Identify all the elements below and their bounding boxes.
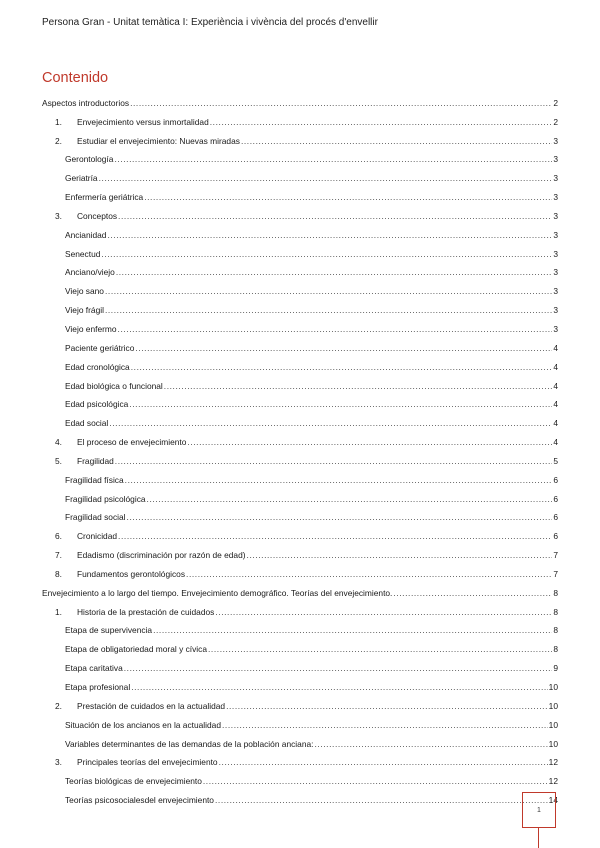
toc-entry-page: 7 — [553, 550, 558, 561]
toc-entry[interactable] — [42, 353, 558, 372]
dot-leader — [247, 550, 553, 560]
dot-leader — [129, 399, 552, 409]
toc-entry-page: 3 — [553, 267, 558, 278]
toc-entry-page: 3 — [553, 154, 558, 165]
toc-entry-label: Etapa de supervivencia — [65, 625, 153, 636]
toc-entry[interactable] — [42, 617, 558, 636]
toc-entry-page: 7 — [553, 568, 558, 579]
toc-entry[interactable] — [42, 259, 558, 278]
toc-entry-page: 4 — [553, 399, 558, 410]
toc-entry[interactable] — [42, 391, 558, 410]
dot-leader — [125, 475, 553, 485]
toc-entry-label: Variables determinantes de las demandas de la población anciana: — [65, 738, 314, 749]
toc-title: Contenido — [42, 70, 109, 86]
running-header: Persona Gran - Unitat temàtica I: Experiència i vivència del procés d'envellir — [42, 17, 378, 28]
dot-leader — [124, 663, 553, 673]
toc-entry-page: 8 — [553, 606, 558, 617]
toc-entry-label: Fragilidad — [77, 455, 114, 466]
toc-entry-label: Viejo frágil — [65, 305, 104, 316]
toc-entry[interactable] — [42, 560, 558, 579]
toc-entry-page: 4 — [553, 418, 558, 429]
toc-entry-label: Conceptos — [77, 210, 118, 221]
dot-leader — [101, 249, 552, 259]
toc-entry[interactable] — [42, 504, 558, 523]
dot-leader — [114, 154, 552, 164]
dot-leader — [147, 494, 553, 504]
toc-entry-page: 3 — [553, 248, 558, 259]
toc-entry-number: 3. — [55, 757, 62, 768]
toc-entry-label: Historia de la prestación de cuidados — [77, 606, 215, 617]
toc-entry[interactable] — [42, 315, 558, 334]
toc-entry[interactable] — [42, 447, 558, 466]
dot-leader — [393, 588, 552, 598]
toc-entry-label: Edad psicológica — [65, 399, 129, 410]
toc-entry-label: Fragilidad social — [65, 512, 126, 523]
toc-entry[interactable] — [42, 692, 558, 711]
toc-entry-label: Enfermería geriátrica — [65, 192, 144, 203]
toc-entry-label: Etapa de obligatoriedad moral y cívica — [65, 644, 207, 655]
dot-leader — [99, 173, 553, 183]
dot-leader — [105, 286, 552, 296]
toc-entry-page: 6 — [553, 493, 558, 504]
toc-entry-page: 2 — [553, 97, 558, 108]
toc-entry-label: Etapa caritativa — [65, 663, 123, 674]
toc-entry-label: Edad biológica o funcional — [65, 380, 163, 391]
toc-entry-page: 4 — [553, 342, 558, 353]
dot-leader — [105, 305, 552, 315]
dot-leader — [226, 701, 548, 711]
toc-entry-number: 8. — [55, 568, 62, 579]
toc-entry-page: 10 — [548, 719, 558, 730]
toc-entry-label: Estudiar el envejecimiento: Nuevas miradas — [77, 135, 240, 146]
toc-entry-page: 6 — [553, 531, 558, 542]
toc-entry-label: Situación de los ancianos en la actualidad — [65, 719, 221, 730]
toc-entry-page: 9 — [553, 663, 558, 674]
toc-entry[interactable] — [42, 277, 558, 296]
toc-entry-label: Edad cronológica — [65, 361, 130, 372]
toc-entry[interactable] — [42, 711, 558, 730]
dot-leader — [219, 757, 548, 767]
toc-entry-label: Fundamentos gerontológicos — [77, 568, 186, 579]
toc-entry-number: 1. — [55, 606, 62, 617]
toc-entry-number: 7. — [55, 550, 62, 561]
dot-leader — [135, 343, 552, 353]
dot-leader — [222, 720, 548, 730]
dot-leader — [118, 531, 552, 541]
dot-leader — [115, 456, 553, 466]
toc-entry[interactable] — [42, 409, 558, 428]
toc-entry-number: 1. — [55, 116, 62, 127]
toc-entry-label: Principales teorías del envejecimiento — [77, 757, 218, 768]
toc-entry-page: 5 — [553, 455, 558, 466]
dot-leader — [215, 607, 552, 617]
toc-entry-page: 6 — [553, 512, 558, 523]
toc-entry-page: 2 — [553, 116, 558, 127]
dot-leader — [186, 569, 552, 579]
dot-leader — [210, 117, 553, 127]
toc-entry[interactable] — [42, 579, 558, 598]
toc-entry[interactable] — [42, 730, 558, 749]
toc-entry[interactable] — [42, 240, 558, 259]
toc-entry-label: Edad social — [65, 418, 109, 429]
page-number-box — [522, 792, 556, 828]
toc-entry-page: 3 — [553, 135, 558, 146]
toc-entry-page: 10 — [548, 700, 558, 711]
dot-leader — [314, 739, 547, 749]
toc-entry[interactable] — [42, 108, 558, 127]
dot-leader — [118, 211, 552, 221]
toc-entry-label: Etapa profesional — [65, 682, 131, 692]
toc-entry[interactable] — [42, 428, 558, 447]
toc-entry-page: 12 — [548, 776, 558, 787]
toc-entry[interactable] — [42, 372, 558, 391]
toc-entry[interactable] — [42, 127, 558, 146]
toc-entry[interactable] — [42, 183, 558, 202]
page-number: 1 — [537, 806, 541, 814]
dot-leader — [208, 644, 552, 654]
toc-entry[interactable] — [42, 541, 558, 560]
toc-entry-page: 8 — [553, 644, 558, 655]
toc-entry-page: 6 — [553, 474, 558, 485]
dot-leader — [131, 362, 553, 372]
dot-leader — [187, 437, 552, 447]
toc-entry-number: 2. — [55, 135, 62, 146]
toc-entry-label: Envejecimiento versus inmortalidad — [77, 116, 209, 127]
toc-entry-page: 3 — [553, 305, 558, 316]
toc-entry-page: 4 — [553, 361, 558, 372]
dot-leader — [203, 776, 548, 786]
dot-leader — [164, 381, 553, 391]
toc-entry-label: Edadismo (discriminación por razón de edad) — [77, 550, 246, 561]
toc-entry-page: 4 — [553, 380, 558, 391]
toc-entry[interactable] — [42, 334, 558, 353]
toc-entry-page: 3 — [553, 192, 558, 203]
toc-entry-label: Fragilidad física — [65, 474, 124, 485]
toc-entry-page: 10 — [548, 682, 558, 692]
toc-entry-label: Viejo enfermo — [65, 323, 117, 334]
toc-entry[interactable] — [42, 786, 558, 805]
toc-entry[interactable] — [42, 89, 558, 108]
dot-leader — [109, 418, 552, 428]
toc-entry[interactable] — [42, 202, 558, 221]
table-of-contents — [42, 89, 558, 805]
toc-entry-label: Paciente geriátrico — [65, 342, 135, 353]
toc-entry[interactable] — [42, 522, 558, 541]
toc-entry-label: Ancianidad — [65, 229, 107, 240]
dot-leader — [241, 136, 552, 146]
toc-entry-number: 6. — [55, 531, 62, 542]
toc-entry-label: Cronicidad — [77, 531, 118, 542]
toc-entry[interactable] — [42, 598, 558, 617]
toc-entry-page: 3 — [553, 210, 558, 221]
toc-entry-page: 12 — [548, 757, 558, 768]
toc-entry[interactable] — [42, 221, 558, 240]
toc-entry[interactable] — [42, 296, 558, 315]
dot-leader — [118, 324, 553, 334]
toc-entry-page: 3 — [553, 173, 558, 184]
toc-entry-page: 3 — [553, 286, 558, 297]
toc-entry-number: 4. — [55, 437, 62, 448]
toc-entry[interactable] — [42, 635, 558, 654]
toc-entry[interactable] — [42, 466, 558, 485]
toc-entry-page: 3 — [553, 323, 558, 334]
toc-entry[interactable] — [42, 673, 558, 692]
dot-leader — [107, 230, 552, 240]
toc-entry-page: 3 — [553, 229, 558, 240]
toc-entry-label: Gerontología — [65, 154, 114, 165]
toc-entry[interactable] — [42, 654, 558, 673]
toc-entry-page: 4 — [553, 437, 558, 448]
dot-leader — [153, 625, 552, 635]
dot-leader — [144, 192, 552, 202]
toc-entry[interactable] — [42, 767, 558, 786]
dot-leader — [127, 512, 553, 522]
toc-entry-label: Prestación de cuidados en la actualidad — [77, 700, 226, 711]
dot-leader — [130, 98, 552, 108]
toc-entry-label: Geriatría — [65, 173, 98, 184]
toc-entry-label: Senectud — [65, 248, 101, 259]
toc-entry-label: Teorías biológicas de envejecimiento — [65, 776, 202, 787]
dot-leader — [131, 682, 547, 692]
toc-entry-page: 8 — [553, 587, 558, 598]
toc-entry-number: 5. — [55, 455, 62, 466]
toc-entry[interactable] — [42, 485, 558, 504]
dot-leader — [215, 795, 548, 805]
toc-entry-number: 2. — [55, 700, 62, 711]
toc-entry-label: Envejecimiento a lo largo del tiempo. Envejecimiento demográfico. Teorías del envejecimiento. — [42, 587, 393, 598]
toc-entry-label: Fragilidad psicológica — [65, 493, 146, 504]
toc-entry[interactable] — [42, 164, 558, 183]
toc-entry-page: 8 — [553, 625, 558, 636]
toc-entry-label: Teorías psicosocialesdel envejecimiento — [65, 795, 214, 806]
toc-entry-page: 14 — [548, 795, 558, 806]
toc-entry[interactable] — [42, 749, 558, 768]
dot-leader — [116, 267, 553, 277]
toc-entry-number: 3. — [55, 210, 62, 221]
toc-entry-label: El proceso de envejecimiento — [77, 437, 187, 448]
toc-entry-label: Viejo sano — [65, 286, 104, 297]
page-number-line — [538, 828, 539, 848]
toc-entry-label: Aspectos introductorios — [42, 97, 130, 108]
toc-entry-page: 10 — [548, 738, 558, 749]
toc-entry[interactable] — [42, 146, 558, 165]
toc-entry-label: Anciano/viejo — [65, 267, 115, 278]
